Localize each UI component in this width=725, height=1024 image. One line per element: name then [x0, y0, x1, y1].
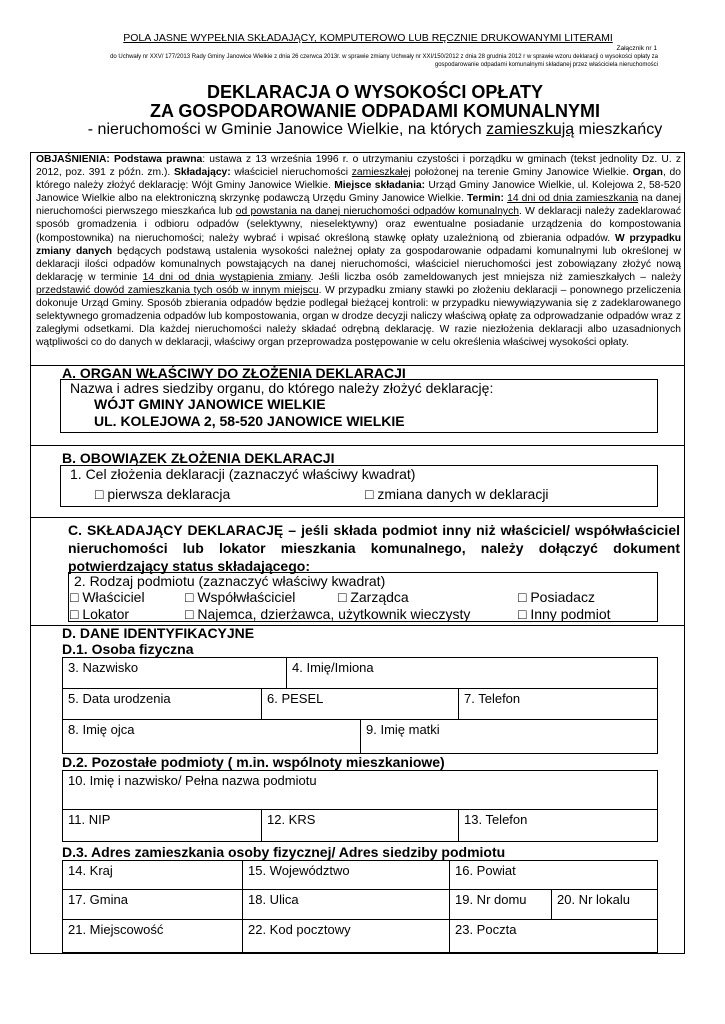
field-entity-name[interactable] — [62, 770, 658, 810]
field-birth-date-label: 5. Data urodzenia — [68, 691, 171, 706]
expl-proof: przedstawić dowód zamieszkania tych osób w innym miejscu — [36, 284, 319, 296]
expl-deadline-1: 14 dni od dnia zamieszkania — [507, 193, 639, 205]
organ-address: UL. KOLEJOWA 2, 58-520 JANOWICE WIELKIE — [94, 413, 405, 429]
field-father-name[interactable] — [62, 719, 361, 754]
field-krs-label: 12. KRS — [267, 812, 316, 827]
field-first-names[interactable] — [286, 657, 658, 689]
field-birth-date[interactable] — [62, 688, 262, 720]
divider — [30, 517, 685, 518]
title-line-3-b: mieszkańcy — [574, 121, 663, 138]
field-mother-name[interactable] — [360, 719, 658, 754]
field-nip-label: 11. NIP — [68, 812, 111, 827]
divider — [30, 445, 685, 446]
field-voivodeship-label: 15. Województwo — [248, 863, 350, 878]
field-krs[interactable] — [261, 809, 459, 842]
section-d3-heading: D.3. Adres zamieszkania osoby fizycznej/ Adres siedziby podmiotu — [62, 844, 506, 860]
checkbox-co-owner[interactable]: □ Współwłaściciel — [185, 589, 296, 605]
expl-text-4: , do którego należy złożyć deklarację: Wójt Gminy Janowice Wielkie. — [36, 167, 681, 192]
field-pesel-label: 6. PESEL — [267, 691, 324, 706]
checkbox-owner[interactable]: □ Właściciel — [70, 589, 145, 605]
title-line-3-a: - nieruchomości w Gminie Janowice Wielkie, na których — [87, 121, 487, 138]
field-mother-name-label: 9. Imię matki — [366, 722, 440, 737]
checkbox-possessor[interactable]: □ Posiadacz — [518, 589, 595, 605]
field-apartment-number[interactable] — [551, 889, 658, 920]
section-d2-heading: D.2. Pozostałe podmioty ( m.in. wspólnoty mieszkaniowe) — [62, 754, 445, 770]
field-country-label: 14. Kraj — [68, 863, 113, 878]
field-house-number-label: 19. Nr domu — [455, 892, 527, 907]
expl-submitter-label: Składający: — [174, 167, 231, 179]
section-b-heading: B. OBOWIĄZEK ZŁOŻENIA DEKLARACJI — [62, 450, 335, 466]
expl-text-7: . W deklaracji należy zadeklarować sposób gromadzenia i odbioru odpadów (selektywny, nieselektywny) oraz ewentualne posiadanie urządzenia do kompostowania (kompostownika) na nieruchomości; należy wybrać i wpisać określoną stawkę opłaty uzależnioną od zbierania odpadów. — [36, 206, 681, 244]
field-surname[interactable] — [62, 657, 287, 689]
expl-text-9: . Jeśli liczba osób zameldowanych jest mniejsza niż zamieszkałych – należy — [310, 271, 682, 283]
section-d1-heading: D.1. Osoba fizyczna — [62, 641, 194, 657]
expl-text-10: . W przypadku zmiany stawki po złożeniu deklaracji – ponownego przeliczenia dokonuje Urząd Gminy. Sposób zbierania odpadów będzie podlegał bieżącej kontroli: w przypadku niewywiązywania się z zadeklarowanego selektywnego gromadzenia odpadów lub kompostowania, organ w drodze decyzji naliczy właściwą opłatę za odprowadzanie odpadów wraz z zaległymi odsetkami. Dla każdej nieruchomości należy składać odrębną deklarację. W razie niezłożenia deklaracji albo uzasadnionych wątpliwości co do danych w deklaracji, właściwy organ przeprowadza postępowanie w celu określenia właściwej wysokości opłaty. — [36, 284, 681, 349]
expl-text-2: właściciel nieruchomości — [230, 167, 352, 179]
field-street[interactable] — [242, 889, 450, 920]
expl-change-label: W przypadku zmiany danych — [36, 232, 681, 257]
section-d-heading: D. DANE IDENTYFIKACYJNE — [62, 625, 255, 641]
checkbox-tenant[interactable]: □ Lokator — [70, 606, 130, 622]
field-district[interactable] — [449, 860, 658, 890]
expl-inhabited: zamieszkałej — [351, 167, 411, 179]
expl-text-6: na danej nieruchomości pierwszego mieszkańca lub — [36, 193, 681, 218]
field-surname-label: 3. Nazwisko — [68, 660, 139, 675]
field-father-name-label: 8. Imię ojca — [68, 722, 135, 737]
section-c-heading: C. SKŁADAJĄCY DEKLARACJĘ – jeśli składa podmiot inny niż właściciel/ współwłaściciel nieruchomości lub lokator mieszkania komunalnego, należy dołączyć dokument potwierdzający status składającego: — [68, 522, 680, 574]
expl-text-3: położonej na terenie Gminy Janowice Wielkie. — [410, 167, 633, 179]
field-phone[interactable] — [458, 688, 658, 720]
expl-legal-basis-label: Podstawa prawna — [113, 154, 203, 165]
expl-organ-label: Organ — [632, 167, 663, 179]
attachment-number: Załącznik nr 1 — [616, 45, 657, 52]
section-b-label: 1. Cel złożenia deklaracji (zaznaczyć właściwy kwadrat) — [70, 466, 416, 482]
field-city-label: 21. Miejscowość — [68, 922, 164, 937]
field-district-label: 16. Powiat — [455, 863, 516, 878]
section-a-label: Nazwa i adres siedziby organu, do którego należy złożyć deklarację: — [70, 380, 494, 396]
field-nip[interactable] — [62, 809, 262, 842]
field-entity-phone[interactable] — [458, 809, 658, 842]
field-city[interactable] — [62, 919, 243, 953]
checkbox-other-entity[interactable]: □ Inny podmiot — [518, 606, 611, 622]
field-voivodeship[interactable] — [242, 860, 450, 890]
organ-name: WÓJT GMINY JANOWICE WIELKIE — [94, 396, 326, 412]
field-entity-phone-label: 13. Telefon — [464, 812, 528, 827]
expl-text-1: : ustawa z 13 września 1996 r. o utrzymaniu czystości i porządku w gminach (tekst jednolity Dz. U. z 2012, poz. 391 z późn. zm.). — [36, 154, 681, 179]
field-post-office[interactable] — [449, 919, 658, 953]
field-street-label: 18. Ulica — [248, 892, 299, 907]
field-postal-code[interactable] — [242, 919, 450, 953]
expl-deadline-3: 14 dni od dnia wystąpienia zmiany — [142, 271, 311, 283]
field-commune-label: 17. Gmina — [68, 892, 128, 907]
section-a-heading: A. ORGAN WŁAŚCIWY DO ZŁOŻENIA DEKLARACJI — [62, 365, 406, 381]
fill-instruction: POLA JASNE WYPEŁNIA SKŁADAJĄCY, KOMPUTEROWO LUB RĘCZNIE DRUKOWANYMI LITERAMI — [123, 32, 613, 44]
expl-heading: OBJAŚNIENIA: — [36, 154, 114, 165]
resolution-line-2: gospodarowanie odpadami komunalnymi składanej przez właściciela nieruchomości — [434, 62, 658, 68]
title-line-3-underlined: zamieszkują — [486, 121, 575, 138]
field-country[interactable] — [62, 860, 243, 890]
field-first-names-label: 4. Imię/Imiona — [292, 660, 374, 675]
checkbox-first-declaration[interactable]: □ pierwsza deklaracja — [95, 486, 231, 502]
section-c-label: 2. Rodzaj podmiotu (zaznaczyć właściwy kwadrat) — [74, 573, 386, 589]
checkbox-data-change[interactable]: □ zmiana danych w deklaracji — [365, 486, 549, 502]
checkbox-manager[interactable]: □ Zarządca — [338, 589, 409, 605]
field-entity-name-label: 10. Imię i nazwisko/ Pełna nazwa podmiotu — [68, 773, 317, 788]
resolution-note — [80, 53, 658, 69]
field-phone-label: 7. Telefon — [464, 691, 521, 706]
title-line-2: ZA GOSPODAROWANIE ODPADAMI KOMUNALNYMI — [150, 101, 600, 121]
field-house-number[interactable] — [449, 889, 552, 920]
title-line-3 — [30, 121, 720, 139]
field-post-office-label: 23. Poczta — [455, 922, 517, 937]
field-commune[interactable] — [62, 889, 243, 920]
field-apartment-number-label: 20. Nr lokalu — [557, 892, 630, 907]
title-line-1: DEKLARACJA O WYSOKOŚCI OPŁATY — [206, 82, 543, 102]
checkbox-lessee[interactable]: □ Najemca, dzierżawca, użytkownik wieczysty — [185, 606, 471, 622]
expl-deadline-2: od powstania na danej nieruchomości odpadów komunalnych — [235, 206, 519, 218]
expl-text-5: Urząd Gminy Janowice Wielkie, ul. Kolejowa 2, 58-520 Janowice Wielkie albo na elektroniczną skrzynkę podawczą Urzędu Gminy Janowice Wielkie. — [36, 180, 682, 205]
expl-text-8: będących podstawą ustalenia wysokości należnej opłaty za gospodarowanie odpadami komunalnymi lub określonej w deklaracji ilości odpadów komunalnych powstających na danej nieruchomości, właściciel nieruchomości jest zobowiązany złożyć nową deklarację w terminie — [36, 245, 681, 283]
field-postal-code-label: 22. Kod pocztowy — [248, 922, 351, 937]
field-pesel[interactable] — [261, 688, 459, 720]
expl-deadline-label: Termin: — [466, 193, 504, 205]
explanations — [36, 153, 681, 349]
expl-place-label: Miejsce składania: — [334, 180, 426, 192]
resolution-line-1: do Uchwały nr XXV/ 177/2013 Rady Gminy Janowice Wielkie z dnia 26 czerwca 2013r. w sprawie zmiany Uchwały nr XXI/150/2012 z dnia 28 grudnia 2012 r w sprawie wzoru deklaracji o wysokości opłaty za — [110, 54, 658, 60]
